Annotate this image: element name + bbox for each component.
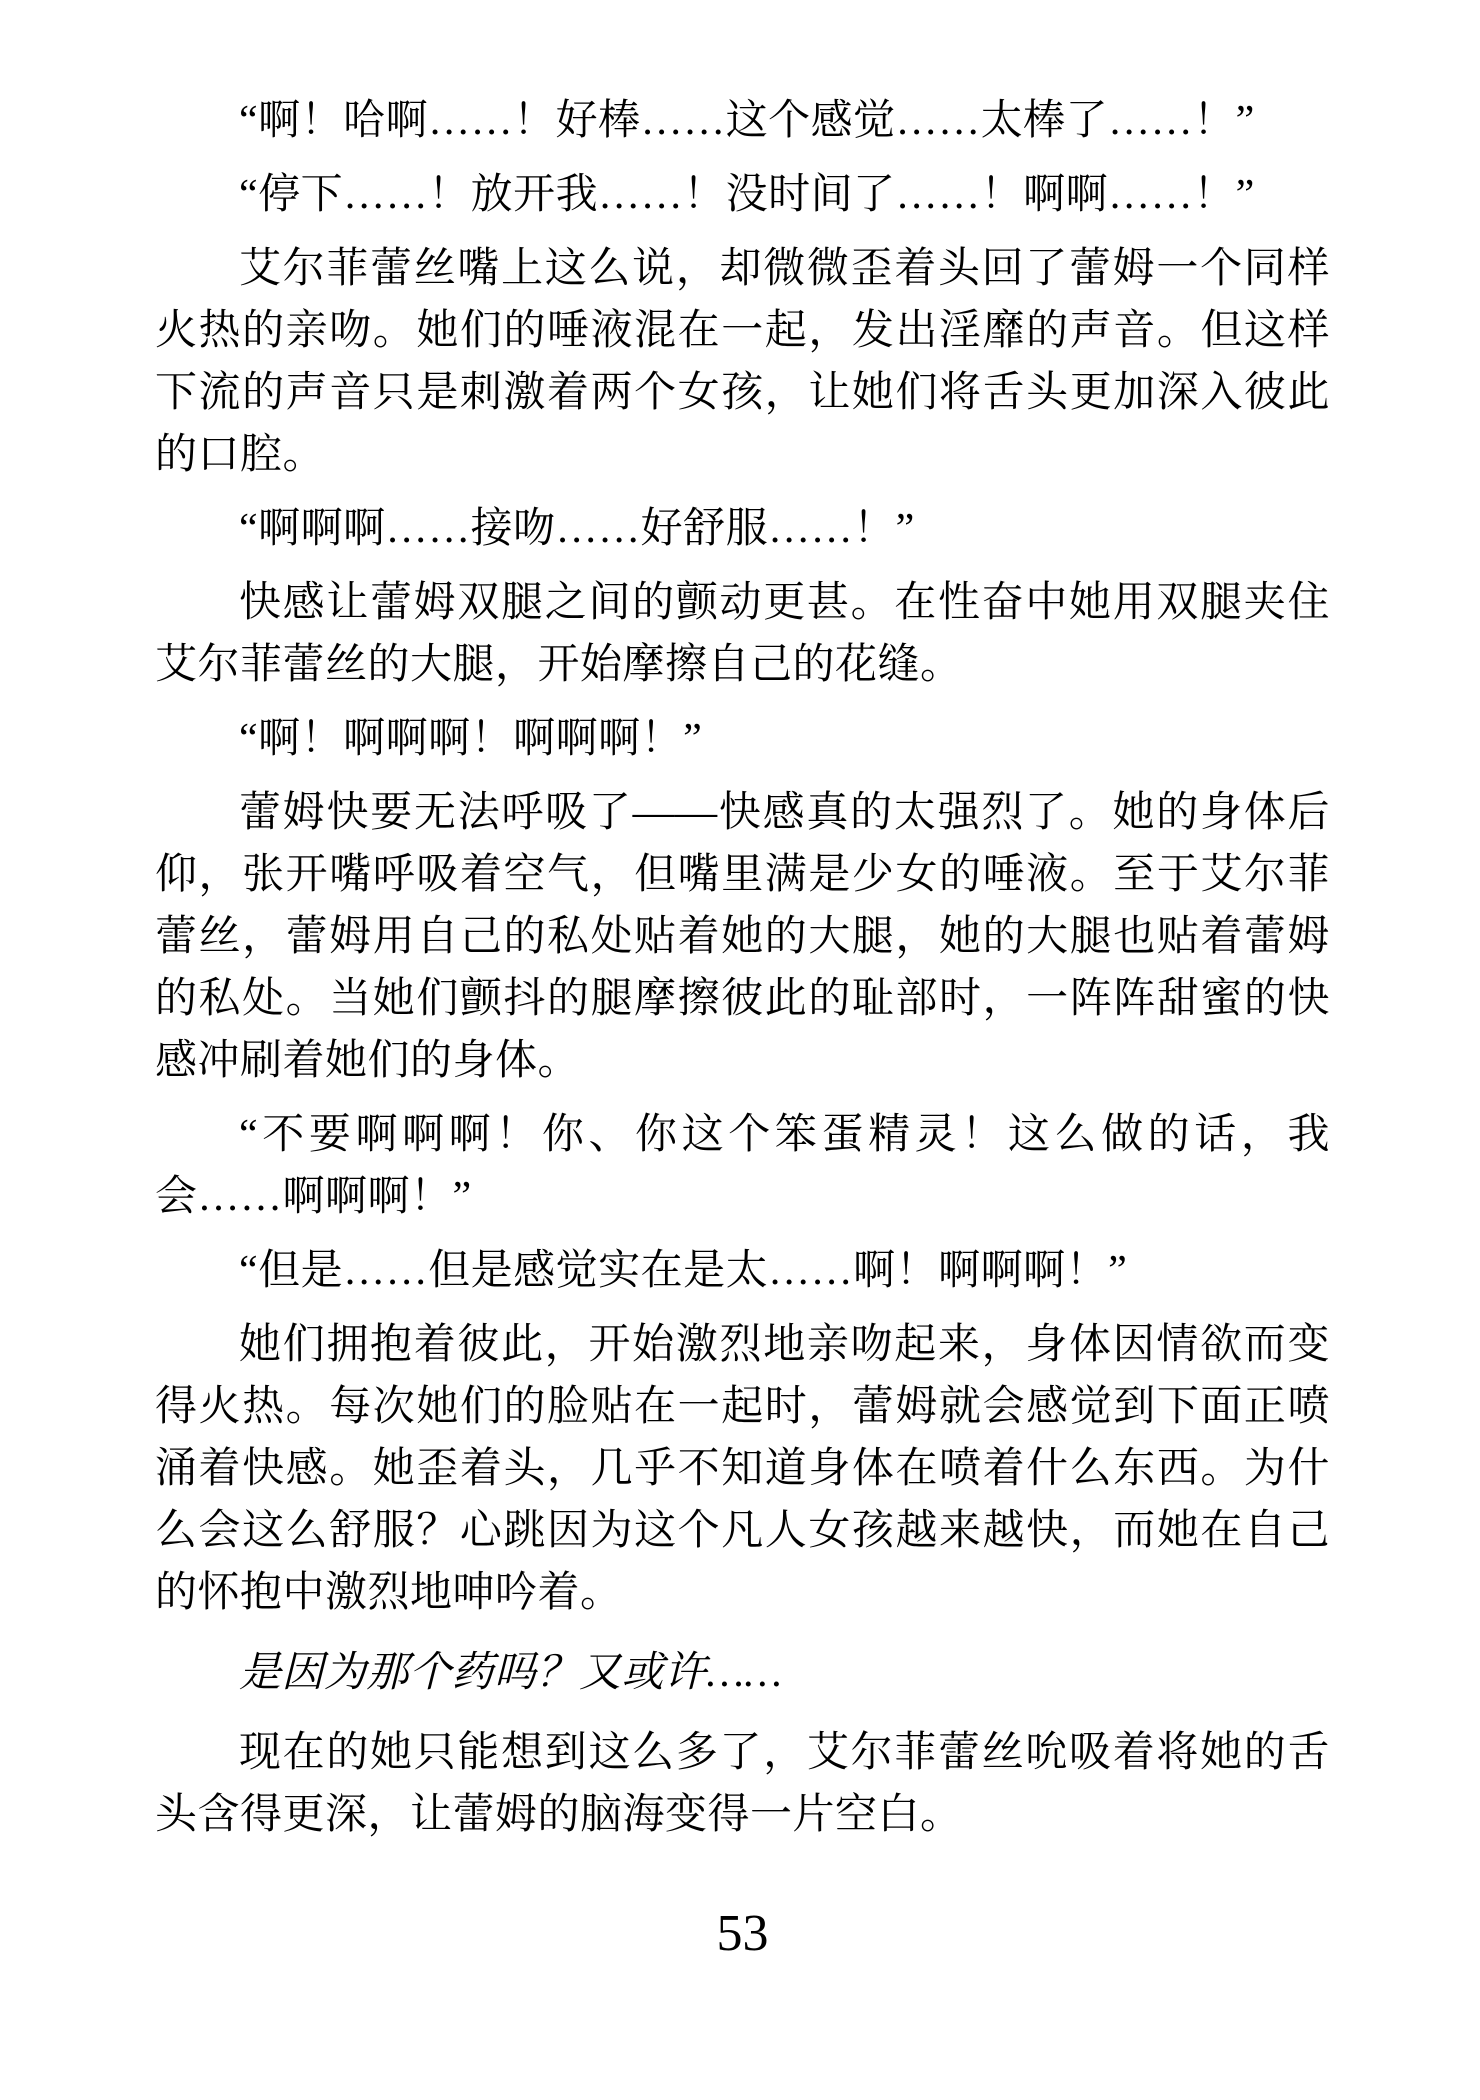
- paragraph-narration: 她们拥抱着彼此，开始激烈地亲吻起来，身体因情欲而变得火热。每次她们的脸贴在一起时，蕾姆就会感觉到下面正喷涌着快感。她歪着头，几乎不知道身体在喷着什么东西。为什么会这么舒服？心跳因为这个凡人女孩越来越快，而她在自己的怀抱中激烈地呻吟着。: [155, 1322, 1330, 1616]
- paragraph-thought: 是因为那个药吗？又或许……: [239, 1650, 783, 1696]
- paragraph-dialogue: “啊！啊啊啊！啊啊啊！”: [239, 716, 703, 762]
- paragraph-dialogue: “啊啊啊……接吻……好舒服……！”: [239, 506, 915, 552]
- paragraph-narration: 现在的她只能想到这么多了，艾尔菲蕾丝吮吸着将她的舌头含得更深，让蕾姆的脑海变得一片空白。: [155, 1730, 1330, 1838]
- page-text: [155, 90, 1330, 1846]
- paragraph-narration: 快感让蕾姆双腿之间的颤动更甚。在性奋中她用双腿夹住艾尔菲蕾丝的大腿，开始摩擦自己的花缝。: [155, 580, 1330, 688]
- paragraph-dialogue: “停下……！放开我……！没时间了……！啊啊……！”: [239, 172, 1255, 218]
- paragraph-narration: 蕾姆快要无法呼吸了——快感真的太强烈了。她的身体后仰，张开嘴呼吸着空气，但嘴里满是少女的唾液。至于艾尔菲蕾丝，蕾姆用自己的私处贴着她的大腿，她的大腿也贴着蕾姆的私处。当她们颤抖的腿摩擦彼此的耻部时，一阵阵甜蜜的快感冲刷着她们的身体。: [155, 790, 1330, 1084]
- paragraph-dialogue: “但是……但是感觉实在是太……啊！啊啊啊！”: [239, 1248, 1128, 1294]
- page-number: 53: [716, 1905, 769, 1962]
- paragraph-dialogue: “啊！哈啊……！好棒……这个感觉……太棒了……！”: [239, 98, 1255, 144]
- paragraph-narration: 艾尔菲蕾丝嘴上这么说，却微微歪着头回了蕾姆一个同样火热的亲吻。她们的唾液混在一起，发出淫靡的声音。但这样下流的声音只是刺激着两个女孩，让她们将舌头更加深入彼此的口腔。: [155, 246, 1330, 478]
- paragraph-dialogue: “不要啊啊啊！你、你这个笨蛋精灵！这么做的话，我会……啊啊啊！”: [155, 1112, 1330, 1220]
